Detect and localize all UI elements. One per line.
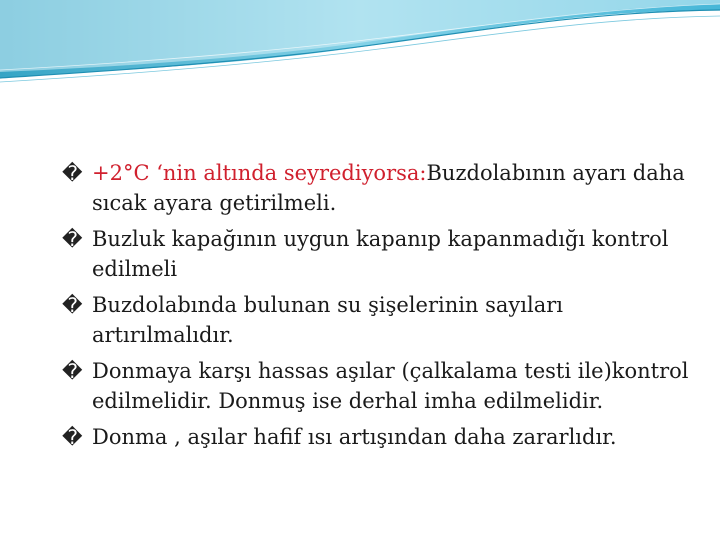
bullet-icon: �: [62, 359, 83, 383]
bullet-text: Donmaya karşı hassas aşılar (çalkalama testi ile)kontrol edilmelidir. Donmuş ise derhal imha edilmelidir.: [92, 359, 689, 413]
bullet-text: Buzdolabında bulunan su şişelerinin sayıları artırılmalıdır.: [92, 293, 564, 347]
bullet-item: [62, 158, 692, 218]
bullet-icon: �: [62, 293, 83, 317]
slide-content: [62, 158, 692, 458]
bullet-text: Buzdolabının ayarı daha sıcak ayara getirilmeli.: [92, 161, 685, 215]
bullet-text: Buzluk kapağının uygun kapanıp kapanmadığı kontrol edilmeli: [92, 227, 669, 281]
bullet-item: [62, 290, 692, 350]
bullet-highlight: +2°C ‘nin altında seyrediyorsa:: [92, 161, 427, 185]
header-wave-decoration: [0, 0, 720, 90]
bullet-item: [62, 422, 692, 452]
bullet-item: [62, 224, 692, 284]
bullet-icon: �: [62, 227, 83, 251]
bullet-icon: �: [62, 425, 83, 449]
bullet-item: [62, 356, 692, 416]
bullet-icon: �: [62, 161, 83, 185]
bullet-text: Donma , aşılar hafif ısı artışından daha zararlıdır.: [92, 425, 617, 449]
